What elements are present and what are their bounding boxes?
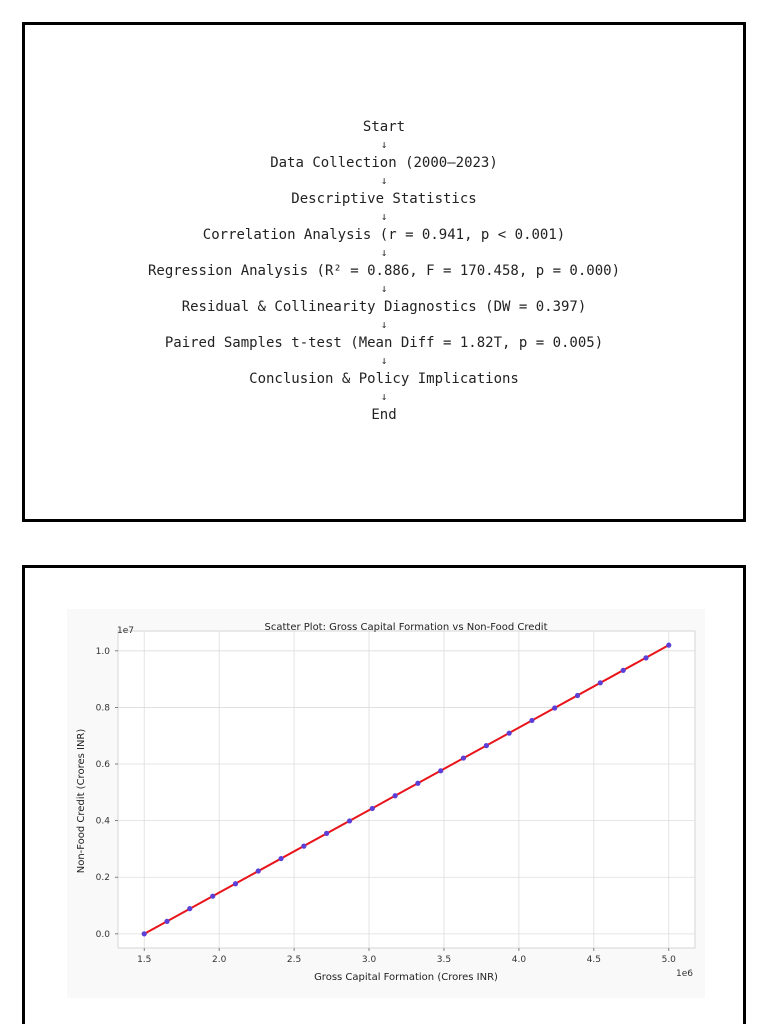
y-offset-label: 1e7 (117, 626, 134, 636)
scatter-point (164, 919, 169, 924)
scatter-point (370, 806, 375, 811)
scatter-point (529, 718, 534, 723)
x-tick-label: 4.5 (586, 955, 602, 965)
scatter-point (507, 731, 512, 736)
scatter-point (484, 743, 489, 748)
y-tick-label: 0.0 (95, 929, 110, 940)
scatter-point (438, 768, 443, 773)
y-tick-label: 1.0 (95, 646, 110, 657)
x-tick-label: 5.0 (661, 955, 676, 965)
scatter-point (598, 680, 603, 685)
scatter-point (575, 693, 580, 698)
scatter-point (210, 894, 215, 899)
scatter-point (621, 668, 626, 673)
flow-step: End (371, 407, 397, 423)
flow-step: Correlation Analysis (r = 0.941, p < 0.001) (202, 227, 566, 243)
scatter-point (324, 831, 329, 836)
y-axis-label: Non-Food Credit (Crores INR) (76, 728, 87, 874)
x-tick-label: 1.5 (137, 955, 152, 965)
scatter-point (347, 818, 352, 823)
flow-step: Conclusion & Policy Implications (249, 371, 519, 387)
down-arrow-icon: ↓ (380, 282, 388, 295)
flow-step: Start (362, 119, 406, 135)
flowchart (25, 118, 743, 424)
scatter-point (278, 856, 283, 861)
down-arrow-icon: ↓ (380, 174, 388, 187)
scatter-point (142, 931, 147, 936)
scatter-point (393, 793, 398, 798)
down-arrow-icon: ↓ (380, 246, 388, 259)
x-tick-label: 4.0 (511, 955, 527, 965)
flowchart-panel (22, 22, 746, 522)
x-offset-label: 1e6 (676, 969, 693, 979)
y-tick-label: 0.2 (95, 873, 110, 884)
down-arrow-icon: ↓ (380, 354, 388, 367)
x-tick-label: 2.0 (211, 955, 227, 965)
x-tick-label: 3.5 (436, 955, 452, 965)
scatter-point (643, 655, 648, 660)
scatter-point (233, 881, 238, 886)
flow-step: Descriptive Statistics (291, 191, 477, 207)
x-tick-label: 3.0 (361, 955, 377, 965)
y-tick-label: 0.6 (95, 760, 110, 771)
scatter-point (415, 781, 420, 786)
flow-step: Paired Samples t-test (Mean Diff = 1.82T, p = 0.005) (164, 335, 604, 351)
y-tick-label: 0.4 (95, 816, 110, 827)
scatter-point (552, 705, 557, 710)
chart-panel (22, 565, 746, 1024)
scatter-point (301, 844, 306, 849)
down-arrow-icon: ↓ (380, 390, 388, 403)
scatter-point (256, 868, 261, 873)
down-arrow-icon: ↓ (380, 210, 388, 223)
scatter-point (461, 755, 466, 760)
chart-title: Scatter Plot: Gross Capital Formation vs Non-Food Credit (264, 622, 548, 633)
x-axis-label: Gross Capital Formation (Crores INR) (314, 972, 498, 983)
x-tick-label: 2.5 (286, 955, 302, 965)
scatter-point (666, 643, 671, 648)
scatter-point (187, 906, 192, 911)
flow-step: Data Collection (2000–2023) (270, 155, 498, 171)
y-tick-label: 0.8 (95, 703, 110, 714)
flow-step: Residual & Collinearity Diagnostics (DW = 0.397) (181, 299, 587, 315)
down-arrow-icon: ↓ (380, 138, 388, 151)
flow-step: Regression Analysis (R² = 0.886, F = 170.458, p = 0.000) (147, 263, 620, 279)
scatter-chart (25, 568, 743, 1024)
down-arrow-icon: ↓ (380, 318, 388, 331)
